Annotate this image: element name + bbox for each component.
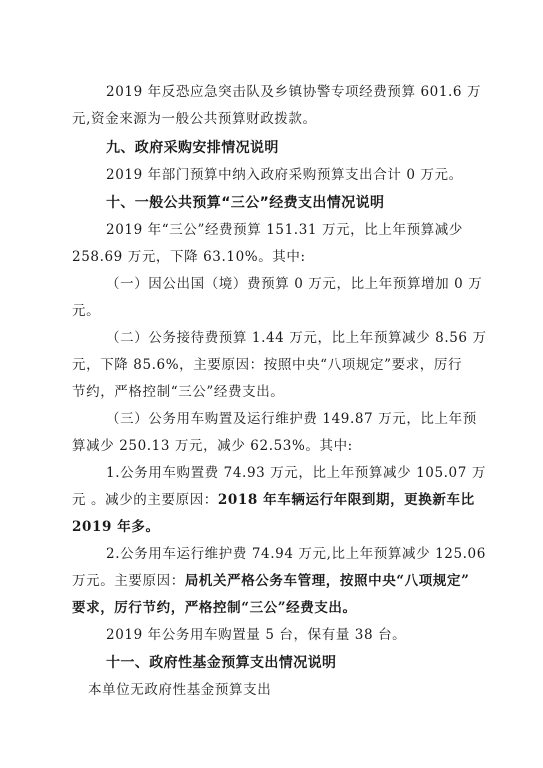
paragraph-line: 1.公务用车购置费 74.93 万元，比上年预算减少 105.07 万 (106, 465, 486, 481)
paragraph-line (72, 572, 469, 590)
section-heading-9: 九、政府采购安排情况说明 (106, 140, 279, 156)
paragraph-line: 本单位无政府性基金预算支出 (88, 682, 272, 698)
paragraph-text: 万元。主要原因： (72, 573, 185, 589)
paragraph-line: 元。 (72, 303, 101, 319)
emphasis-text: 2018 年车辆运行年限到期，更换新车比 (217, 492, 475, 508)
emphasis-line: 2019 年多。 (72, 519, 160, 535)
paragraph-line: 258.69 万元，下降 63.10%。其中: (72, 249, 306, 265)
paragraph-line: 节约，严格控制“三公”经费支出。 (72, 384, 285, 400)
paragraph-line: 2019 年部门预算中纳入政府采购预算支出合计 0 万元。 (106, 167, 463, 183)
paragraph-line: （二）公务接待费预算 1.44 万元，比上年预算减少 8.56 万 (106, 330, 487, 346)
paragraph-line: 2019 年公务用车购置量 5 台，保有量 38 台。 (106, 627, 407, 643)
paragraph-line: （一）因公出国（境）费预算 0 万元，比上年预算增加 0 万 (106, 276, 483, 292)
paragraph-line: 元,资金来源为一般公共预算财政拨款。 (72, 111, 317, 127)
paragraph-line: 2019 年“三公”经费预算 151.31 万元，比上年预算减少 (106, 222, 463, 238)
paragraph-text: 元 。减少的主要原因： (72, 492, 218, 508)
paragraph-line: （三）公务用车购置及运行维护费 149.87 万元，比上年预 (106, 411, 477, 427)
emphasis-line: 要求，厉行节约，严格控制“三公”经费支出。 (72, 600, 357, 616)
paragraph-line: 2019 年反恐应急突击队及乡镇协警专项经费预算 601.6 万 (106, 84, 482, 100)
paragraph-line: 2.公务用车运行维护费 74.94 万元,比上年预算减少 125.06 (106, 546, 486, 562)
paragraph-line (72, 491, 475, 509)
section-heading-11: 十一、政府性基金预算支出情况说明 (106, 655, 337, 671)
emphasis-text: 局机关严格公务车管理，按照中央“八项规定” (184, 573, 470, 589)
section-heading-10: 十、一般公共预算“三公”经费支出情况说明 (106, 195, 385, 211)
paragraph-line: 算减少 250.13 万元，减少 62.53%。其中: (72, 438, 353, 454)
paragraph-line: 元，下降 85.6%，主要原因：按照中央“八项规定”要求，厉行 (72, 357, 463, 373)
